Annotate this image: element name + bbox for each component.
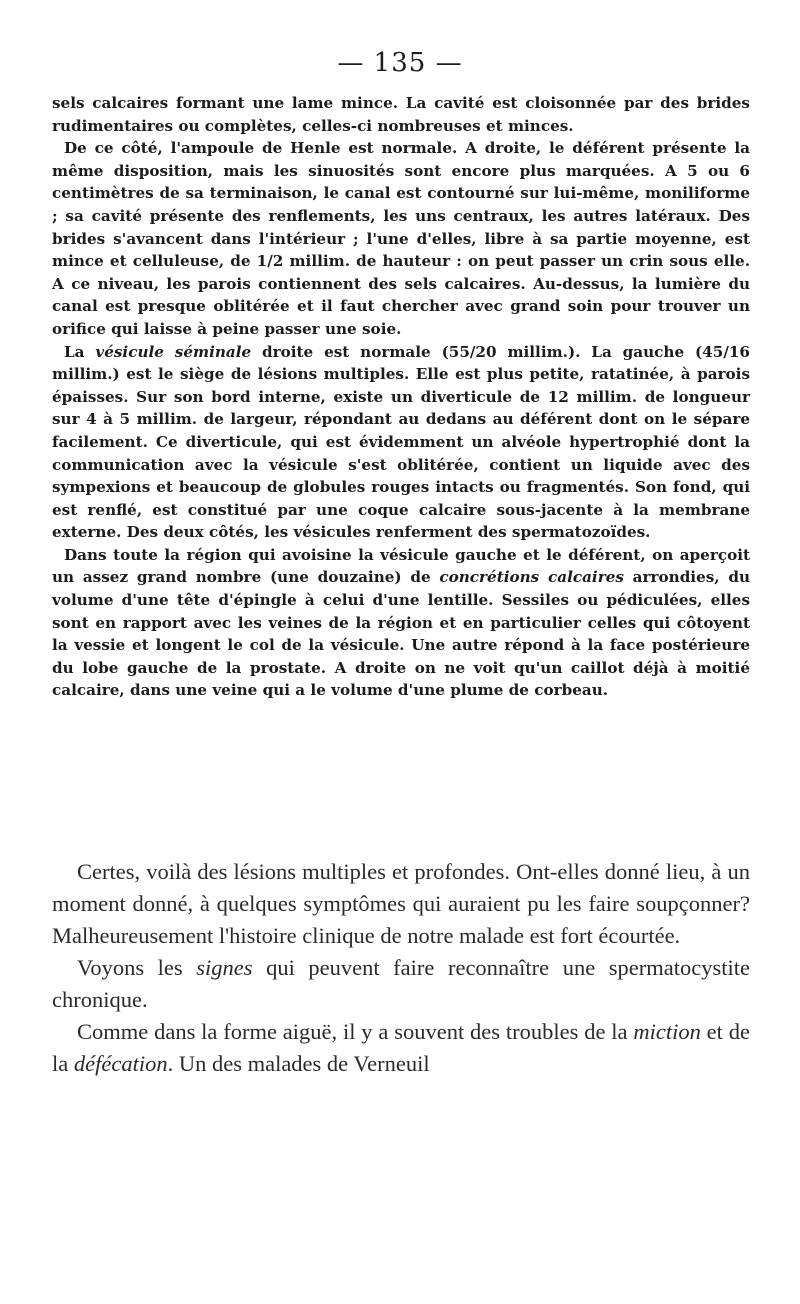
paragraph: De ce côté, l'ampoule de Henle est normale. A droite, le déférent présente la même disposition, mais les sinuosités sont encore plus marquées. A 5 ou 6 centimètres de sa terminaison, le canal est contourné sur lui-même, moniliforme ; sa cavité présente des renflements, les uns centraux, les autres latéraux. Des brides s'avancent dans l'intérieur ; l'une d'elles, libre à sa partie moyenne, est mince et celluleuse, de 1/2 millim. de hauteur : on peut passer un crin sous elle. A ce niveau, les parois contiennent des sels calcaires. Au-dessus, la lumière du canal est presque oblitérée et il faut chercher avec grand soin pour trouver un orifice qui laisse à peine passer une soie. [52,139,750,338]
text-run: droite est normale (55/20 millim.). La gauche (45/16 millim.) est le siège de lésions multiples. Elle est plus petite, ratatinée, à parois épaisses. Sur son bord interne, existe un diverticule de 12 millim. de longueur sur 4 à 5 millim. de largeur, répondant au dedans au déférent dont on le sépare facilement. Ce diverticule, qui est évidemment un alvéole hypertrophié dont la communication avec la vésicule s'est oblitérée, contient un liquide avec des sympexions et beaucoup de globules rouges intacts ou fragmentés. Son fond, qui est renflé, est constitué par une coque calcaire sous-jacente à la membrane externe. Des deux côtés, les vésicules renferment des spermatozoïdes. [52,342,750,542]
italic-term: vésicule séminale [95,342,252,361]
italic-term: défécation [73,1051,168,1076]
text-run: qui peuvent faire reconnaître une spermatocystite chronique. [52,955,750,1012]
text-run: arrondies, du volume d'une tête d'épingle à celui d'une lentille. Sessiles ou pédiculées, elles sont en rapport avec les veines de la région et en particulier celles qui côtoyent la vessie et longent le col de la vésicule. Une autre répond à la face postérieure du lobe gauche de la prostate. A droite on ne voit qu'un caillot déjà à moitié calcaire, dans une veine qui a le volume d'une plume de corbeau. [52,568,750,700]
text-run: Comme dans la forme aiguë, il y a souvent des troubles de la [77,1019,634,1044]
text-run: et de la [52,1019,750,1076]
paragraph [52,341,750,544]
small-print-section [52,92,750,702]
paragraph: sels calcaires formant une lame mince. La cavité est cloisonnée par des brides rudimentaires ou complètes, celles-ci nombreuses et minces. [52,94,750,135]
text-run: Voyons les [77,955,197,980]
italic-term: miction [633,1019,701,1044]
page-number: — 135 — [337,48,463,78]
main-text-section [52,856,750,1080]
paragraph [52,544,750,702]
paragraph [52,952,750,1016]
italic-term: signes [196,955,253,980]
text-run: . Un des malades de Verneuil [167,1051,430,1076]
paragraph: Certes, voilà des lésions multiples et profondes. Ont-elles donné lieu, à un moment donné, à quelques symptômes qui auraient pu les faire soupçonner? Malheureusement l'histoire clinique de notre malade est fort écourtée. [52,859,750,948]
text-run: La [64,342,96,361]
text-run: Dans toute la région qui avoisine la vésicule gauche et le déférent, on aperçoit un assez grand nombre (une douzaine) de [52,545,750,587]
paragraph [52,1016,750,1080]
italic-term: concrétions calcaires [439,568,624,587]
